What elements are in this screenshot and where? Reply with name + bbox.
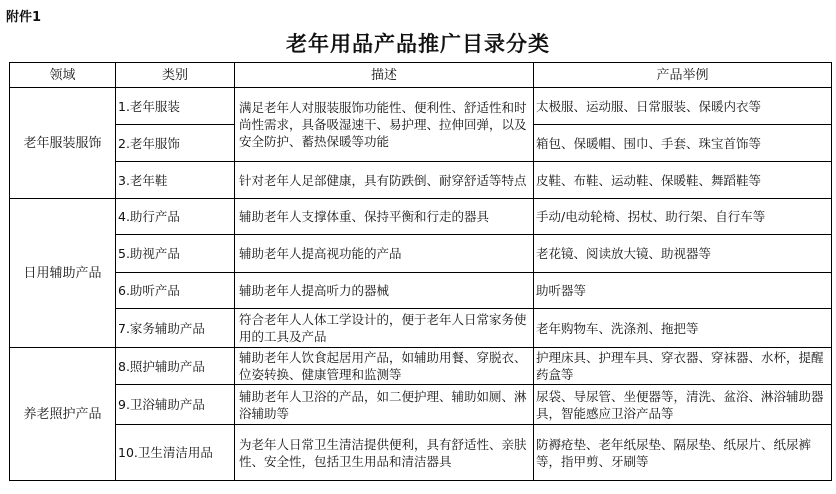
domain-cell: 老年服装服饰 xyxy=(10,88,116,199)
examples-cell: 皮鞋、布鞋、运动鞋、保暖鞋、舞蹈鞋等 xyxy=(534,162,832,199)
description-cell: 辅助老年人提高听力的器械 xyxy=(235,273,534,309)
category-cell: 3.老年鞋 xyxy=(116,162,235,199)
table-row xyxy=(10,199,832,235)
table-row xyxy=(10,385,832,425)
description-cell: 符合老年人人体工学设计的，便于老年人日常家务使用的工具及产品 xyxy=(235,309,534,348)
header-domain: 领域 xyxy=(10,63,116,88)
description-cell: 针对老年人足部健康，具有防跌倒、耐穿舒适等特点 xyxy=(235,162,534,199)
category-cell: 8.照护辅助产品 xyxy=(116,348,235,385)
domain-cell: 日用辅助产品 xyxy=(10,199,116,348)
examples-cell: 助听器等 xyxy=(534,273,832,309)
description-cell: 为老年人日常卫生清洁提供便利，具有舒适性、亲肤性、安全性，包括卫生用品和清洁器具 xyxy=(235,425,534,481)
examples-cell: 太极服、运动服、日常服装、保暖内衣等 xyxy=(534,88,832,125)
table-row xyxy=(10,88,832,125)
description-cell: 辅助老年人支撑体重、保持平衡和行走的器具 xyxy=(235,199,534,235)
description-cell: 辅助老年人卫浴的产品，如二便护理、辅助如厕、淋浴辅助等 xyxy=(235,385,534,425)
table-header-row xyxy=(10,63,832,88)
description-cell: 辅助老年人提高视功能的产品 xyxy=(235,235,534,273)
table-row xyxy=(10,348,832,385)
category-cell: 9.卫浴辅助产品 xyxy=(116,385,235,425)
examples-cell: 防褥疮垫、老年纸尿垫、隔尿垫、纸尿片、纸尿裤等，指甲剪、牙刷等 xyxy=(534,425,832,481)
catalog-table xyxy=(9,62,832,481)
header-category: 类别 xyxy=(116,63,235,88)
category-cell: 7.家务辅助产品 xyxy=(116,309,235,348)
category-cell: 1.老年服装 xyxy=(116,88,235,125)
category-cell: 4.助行产品 xyxy=(116,199,235,235)
domain-cell: 养老照护产品 xyxy=(10,348,116,481)
table-row xyxy=(10,162,832,199)
examples-cell: 护理床具、护理车具、穿衣器、穿袜器、水杯，提醒药盒等 xyxy=(534,348,832,385)
description-cell: 辅助老年人饮食起居用产品，如辅助用餐、穿脱衣、位姿转换、健康管理和监测等 xyxy=(235,348,534,385)
examples-cell: 手动/电动轮椅、拐杖、助行架、自行车等 xyxy=(534,199,832,235)
examples-cell: 尿袋、导尿管、坐便器等，清洗、盆浴、淋浴辅助器具，智能感应卫浴产品等 xyxy=(534,385,832,425)
examples-cell: 箱包、保暖帽、围巾、手套、珠宝首饰等 xyxy=(534,125,832,162)
table-row xyxy=(10,273,832,309)
table-row xyxy=(10,235,832,273)
category-cell: 6.助听产品 xyxy=(116,273,235,309)
header-examples: 产品举例 xyxy=(534,63,832,88)
examples-cell: 老年购物车、洗涤剂、拖把等 xyxy=(534,309,832,348)
category-cell: 2.老年服饰 xyxy=(116,125,235,162)
table-row xyxy=(10,425,832,481)
attachment-label: 附件1 xyxy=(6,10,42,25)
examples-cell: 老花镜、阅读放大镜、助视器等 xyxy=(534,235,832,273)
document-title: 老年用品产品推广目录分类 xyxy=(286,31,550,56)
header-description: 描述 xyxy=(235,63,534,88)
category-cell: 10.卫生清洁用品 xyxy=(116,425,235,481)
category-cell: 5.助视产品 xyxy=(116,235,235,273)
description-cell: 满足老年人对服装服饰功能性、便利性、舒适性和时尚性需求，具备吸湿速干、易护理、拉伸回弹，以及安全防护、蓄热保暖等功能 xyxy=(235,88,534,162)
table-row xyxy=(10,309,832,348)
